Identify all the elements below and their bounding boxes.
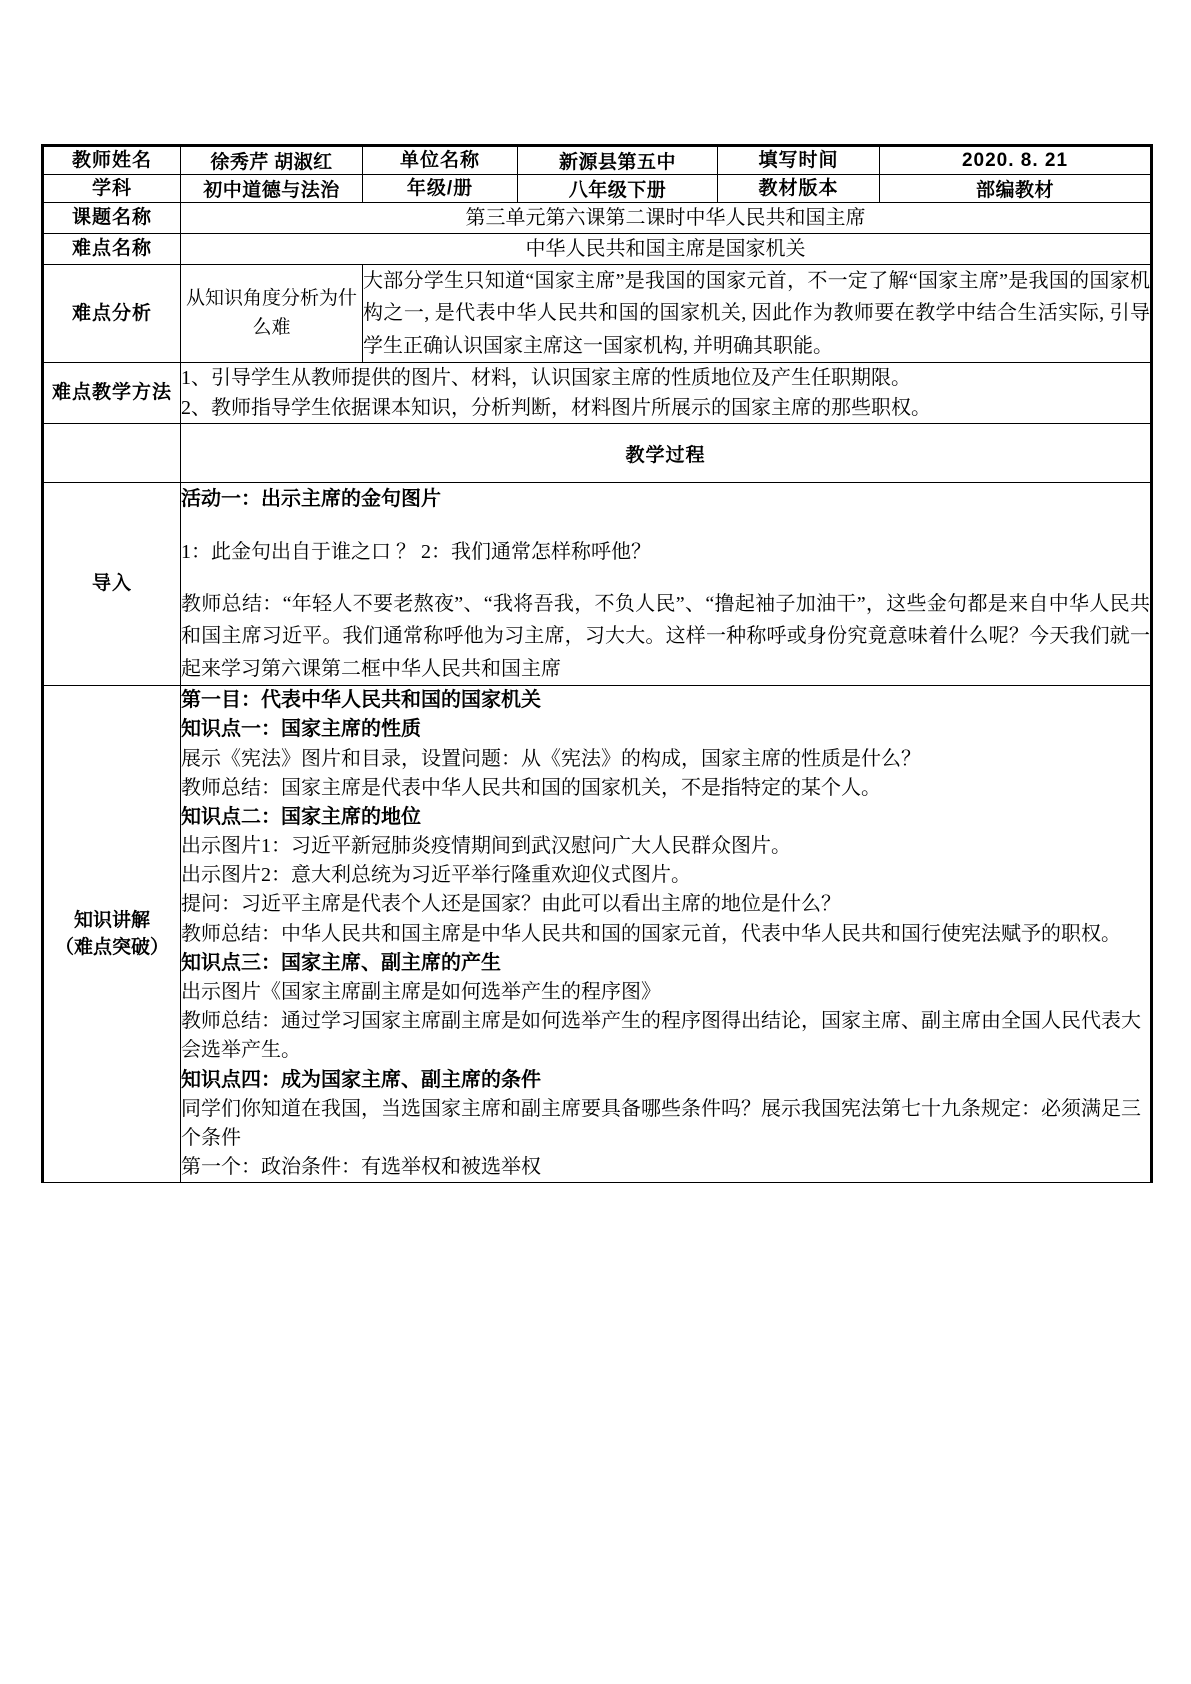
knowledge-line: 教师总结：中华人民共和国主席是中华人民共和国的国家元首，代表中华人民共和国行使宪法赋予的职权。 — [181, 922, 1121, 945]
knowledge-line: 知识点四：成为国家主席、副主席的条件 — [181, 1068, 541, 1091]
label-subject: 学科 — [43, 175, 181, 203]
table-row-teacher-info — [43, 146, 1152, 175]
value-unit-name: 新源县第五中 — [518, 146, 718, 175]
lesson-plan-table — [41, 144, 1153, 1183]
spacer-cell-process — [43, 424, 181, 483]
knowledge-line: 展示《宪法》图片和目录，设置问题：从《宪法》的构成，国家主席的性质是什么？ — [181, 747, 921, 770]
teaching-method-line-1: 1、引导学生从教师提供的图片、材料，认识国家主席的性质地位及产生任职期限。 — [181, 367, 911, 390]
value-teaching-method — [181, 363, 1152, 424]
value-topic-name: 第三单元第六课第二课时中华人民共和国主席 — [181, 203, 1152, 234]
introduction-questions: 1：此金句出自于谁之口 ？ 2：我们通常怎样称呼他？ — [181, 540, 651, 563]
knowledge-line: 知识点二：国家主席的地位 — [181, 805, 421, 828]
label-teacher-name: 教师姓名 — [43, 146, 181, 175]
table-row-teaching-method — [43, 363, 1152, 424]
value-process-title: 教学过程 — [181, 424, 1152, 483]
value-difficulty-analysis: 大部分学生只知道“国家主席”是我国的国家元首，不一定了解“国家主席”是我国的国家机构之一, 是代表中华人民共和国的国家机关, 因此作为教师要在教学中结合生活实际, 引导学生正确认识国家主席这一国家机构, 并明确其职能。 — [363, 265, 1152, 363]
label-introduction: 导入 — [43, 483, 181, 686]
introduction-summary: 教师总结：“年轻人不要老熬夜”、“我将吾我，不负人民”、“撸起袖子加油干”，这些金句都是来自中华人民共和国主席习近平。我们通常称呼他为习主席，习大大。这样一种称呼或身份究竟意味着什么呢？今天我们就一起来学习第六课第二框中华人民共和国主席 — [181, 592, 1150, 680]
value-textbook-version: 部编教材 — [880, 175, 1152, 203]
value-knowledge-explanation — [181, 686, 1152, 1183]
teaching-method-line-2: 2、教师指导学生依据课本知识，分析判断，材料图片所展示的国家主席的那些职权。 — [181, 397, 931, 420]
value-difficulty-name: 中华人民共和国主席是国家机关 — [181, 234, 1152, 265]
knowledge-line: 出示图片2：意大利总统为习近平举行隆重欢迎仪式图片。 — [181, 864, 691, 887]
table-row-difficulty-analysis — [43, 265, 1152, 363]
knowledge-line: 同学们你知道在我国，当选国家主席和副主席要具备哪些条件吗？展示我国宪法第七十九条规定：必须满足三个条件 — [181, 1097, 1141, 1149]
value-subject: 初中道德与法治 — [181, 175, 363, 203]
knowledge-line: 提问：习近平主席是代表个人还是国家？由此可以看出主席的地位是什么？ — [181, 893, 841, 916]
label-fill-date: 填写时间 — [718, 146, 880, 175]
knowledge-line: 出示图片1：习近平新冠肺炎疫情期间到武汉慰问广大人民群众图片。 — [181, 835, 791, 858]
table-row-knowledge — [43, 686, 1152, 1183]
knowledge-label-line-1: 知识讲解 — [73, 909, 150, 931]
knowledge-line: 教师总结：国家主席是代表中华人民共和国的国家机关，不是指特定的某个人。 — [181, 776, 881, 799]
label-unit-name: 单位名称 — [363, 146, 518, 175]
label-topic-name: 课题名称 — [43, 203, 181, 234]
table-row-introduction — [43, 483, 1152, 686]
knowledge-line: 出示图片《国家主席副主席是如何选举产生的程序图》 — [181, 981, 661, 1003]
introduction-activity-title: 活动一：出示主席的金句图片 — [181, 488, 441, 511]
label-knowledge-explanation — [43, 686, 181, 1183]
label-textbook-version: 教材版本 — [718, 175, 880, 203]
table-row-difficulty-name — [43, 234, 1152, 265]
knowledge-line: 第一个：政治条件：有选举权和被选举权 — [181, 1156, 541, 1179]
knowledge-label-line-2: （难点突破） — [54, 937, 169, 959]
label-difficulty-analysis: 难点分析 — [43, 265, 181, 363]
table-row-process-title — [43, 424, 1152, 483]
label-grade-volume: 年级/册 — [363, 175, 518, 203]
value-fill-date: 2020. 8. 21 — [880, 146, 1152, 175]
table-row-subject-info — [43, 175, 1152, 203]
table-row-topic — [43, 203, 1152, 234]
knowledge-line: 第一目：代表中华人民共和国的国家机关 — [181, 689, 541, 712]
knowledge-line: 知识点三：国家主席、副主席的产生 — [181, 951, 501, 974]
label-analysis-sub: 从知识角度分析为什么难 — [181, 265, 363, 363]
knowledge-line: 教师总结：通过学习国家主席副主席是如何选举产生的程序图得出结论，国家主席、副主席由全国人民代表大会选举产生。 — [181, 1010, 1141, 1062]
label-difficulty-name: 难点名称 — [43, 234, 181, 265]
value-grade-volume: 八年级下册 — [518, 175, 718, 203]
value-introduction — [181, 483, 1152, 686]
value-teacher-name: 徐秀芹 胡淑红 — [181, 146, 363, 175]
label-teaching-method: 难点教学方法 — [43, 363, 181, 424]
knowledge-line: 知识点一：国家主席的性质 — [181, 718, 421, 741]
